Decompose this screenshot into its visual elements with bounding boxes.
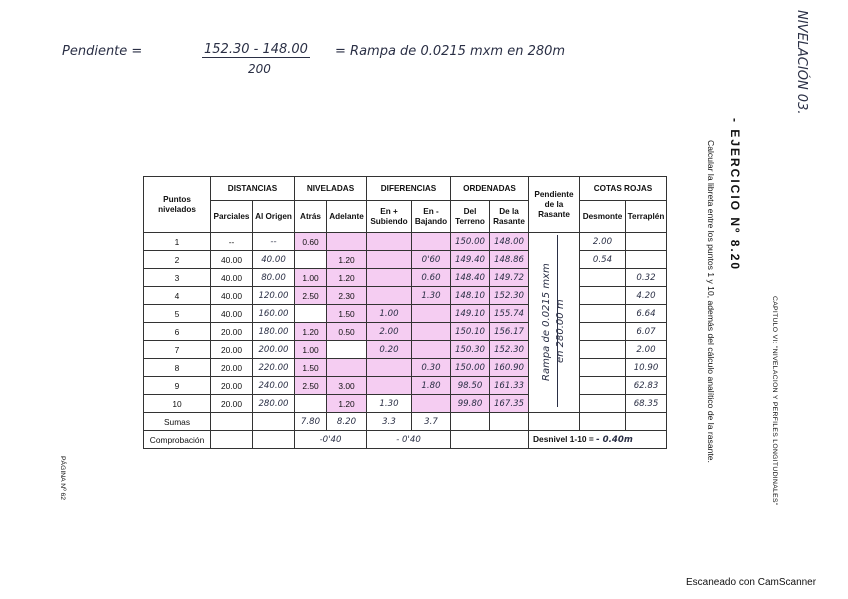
empty-cell [529, 413, 580, 431]
cell-desmonte: 2.00 [580, 233, 626, 251]
cell-punto: 9 [144, 377, 211, 395]
cell-desmonte: 0.54 [580, 251, 626, 269]
cell-rasante: 167.35 [490, 395, 529, 413]
cell-parciales: 20.00 [211, 395, 253, 413]
cell-parciales: -- [211, 233, 253, 251]
cell-terreno: 150.30 [451, 341, 490, 359]
cell-adelante: 2.30 [327, 287, 367, 305]
cell-subiendo [367, 233, 412, 251]
cell-parciales: 40.00 [211, 287, 253, 305]
cell-subiendo: 1.00 [367, 305, 412, 323]
cell-rasante: 149.72 [490, 269, 529, 287]
sumas-bajando: 3.7 [412, 413, 451, 431]
rasante-note-1: Rampa de 0.0215 mxm [541, 263, 552, 381]
cell-origen: 280.00 [253, 395, 295, 413]
cell-terraplen: 0.32 [626, 269, 667, 287]
cell-terreno: 150.10 [451, 323, 490, 341]
cell-origen: 120.00 [253, 287, 295, 305]
empty-cell [253, 431, 295, 449]
cell-atras [295, 251, 327, 269]
header-desmonte: Desmonte [580, 201, 626, 233]
cell-origen: 240.00 [253, 377, 295, 395]
cell-atras: 1.00 [295, 341, 327, 359]
cell-rasante: 155.74 [490, 305, 529, 323]
cell-parciales: 40.00 [211, 269, 253, 287]
cell-parciales: 20.00 [211, 377, 253, 395]
header-en-bajando: En - Bajando [412, 201, 451, 233]
cell-adelante: 1.20 [327, 395, 367, 413]
header-ordenadas: ORDENADAS [451, 177, 529, 201]
exercise-title: - EJERCICIO Nº 8.20 [728, 118, 742, 272]
cell-punto: 3 [144, 269, 211, 287]
cell-subiendo [367, 287, 412, 305]
cell-desmonte [580, 323, 626, 341]
cell-terraplen: 10.90 [626, 359, 667, 377]
sumas-row [144, 413, 667, 431]
cell-adelante: 1.20 [327, 251, 367, 269]
comprobacion-label: Comprobación [144, 431, 211, 449]
cell-bajando: 1.30 [412, 287, 451, 305]
header-atras: Atrás [295, 201, 327, 233]
header-distancias: DISTANCIAS [211, 177, 295, 201]
formula-label: Pendiente = [62, 44, 143, 59]
cell-atras: 2.50 [295, 377, 327, 395]
header-diferencias: DIFERENCIAS [367, 177, 451, 201]
cell-terraplen: 68.35 [626, 395, 667, 413]
formula-result: = Rampa de 0.0215 mxm en 280m [335, 44, 566, 59]
sumas-label: Sumas [144, 413, 211, 431]
cell-atras: 1.00 [295, 269, 327, 287]
cell-terreno: 149.40 [451, 251, 490, 269]
cell-adelante: 3.00 [327, 377, 367, 395]
cell-origen: 160.00 [253, 305, 295, 323]
exercise-instruction: Calcular la libreta entre los puntos 1 y 10, además del cálculo analítico de la rasante. [706, 140, 716, 463]
cell-terraplen: 6.64 [626, 305, 667, 323]
cell-bajando: 0'60 [412, 251, 451, 269]
cell-bajando [412, 395, 451, 413]
header-niveladas: NIVELADAS [295, 177, 367, 201]
header-cotas-rojas: COTAS ROJAS [580, 177, 667, 201]
cell-terreno: 98.50 [451, 377, 490, 395]
cell-atras: 0.60 [295, 233, 327, 251]
cell-terreno: 148.40 [451, 269, 490, 287]
header-del-terreno: Del Terreno [451, 201, 490, 233]
cell-subiendo: 0.20 [367, 341, 412, 359]
cell-terreno: 149.10 [451, 305, 490, 323]
empty-cell [490, 413, 529, 431]
cell-rasante: 148.00 [490, 233, 529, 251]
sumas-adelante: 8.20 [327, 413, 367, 431]
cell-terraplen: 2.00 [626, 341, 667, 359]
cell-desmonte [580, 395, 626, 413]
cell-terraplen: 62.83 [626, 377, 667, 395]
formula-denominator: 200 [248, 62, 271, 76]
table-row [144, 323, 667, 341]
comprobacion-niveladas: -0'40 [295, 431, 367, 449]
cell-rasante: 161.33 [490, 377, 529, 395]
cell-terreno: 150.00 [451, 359, 490, 377]
cell-subiendo: 2.00 [367, 323, 412, 341]
section-heading: NIVELACIÓN 03. [794, 10, 809, 115]
scanner-footer: Escaneado con CamScanner [686, 577, 817, 588]
cell-parciales: 20.00 [211, 341, 253, 359]
cell-desmonte [580, 359, 626, 377]
cell-bajando: 1.80 [412, 377, 451, 395]
header-terraplen: Terraplén [626, 201, 667, 233]
header-puntos: Puntos nivelados [144, 177, 211, 233]
empty-cell [626, 413, 667, 431]
header-pendiente: Pendiente de la Rasante [529, 177, 580, 233]
cell-origen: 200.00 [253, 341, 295, 359]
cell-punto: 5 [144, 305, 211, 323]
cell-punto: 1 [144, 233, 211, 251]
cell-subiendo [367, 251, 412, 269]
empty-cell [211, 413, 253, 431]
table-row [144, 287, 667, 305]
cell-subiendo [367, 359, 412, 377]
cell-origen: -- [253, 233, 295, 251]
cell-rasante: 148.86 [490, 251, 529, 269]
rasante-note-2: en 280.00 m [555, 299, 566, 363]
comprobacion-row [144, 431, 667, 449]
cell-punto: 2 [144, 251, 211, 269]
cell-parciales: 20.00 [211, 359, 253, 377]
empty-cell [451, 431, 529, 449]
cell-bajando [412, 305, 451, 323]
table-row [144, 377, 667, 395]
page-number: PÁGINA Nº 62 [59, 456, 66, 501]
cell-subiendo [367, 269, 412, 287]
cell-punto: 8 [144, 359, 211, 377]
cell-atras [295, 305, 327, 323]
cell-rasante: 152.30 [490, 341, 529, 359]
cell-bajando: 0.60 [412, 269, 451, 287]
header-de-la-rasante: De la Rasante [490, 201, 529, 233]
cell-atras [295, 395, 327, 413]
table-row [144, 341, 667, 359]
header-adelante: Adelante [327, 201, 367, 233]
empty-cell [253, 413, 295, 431]
empty-cell [211, 431, 253, 449]
cell-punto: 4 [144, 287, 211, 305]
formula-numerator: 152.30 - 148.00 [204, 42, 308, 57]
table-row [144, 233, 667, 251]
cell-punto: 7 [144, 341, 211, 359]
cell-origen: 80.00 [253, 269, 295, 287]
cell-bajando [412, 233, 451, 251]
cell-origen: 220.00 [253, 359, 295, 377]
header-en-subiendo: En + Subiendo [367, 201, 412, 233]
cell-desmonte [580, 287, 626, 305]
cell-atras: 1.50 [295, 359, 327, 377]
cell-bajando: 0.30 [412, 359, 451, 377]
cell-bajando [412, 341, 451, 359]
empty-cell [451, 413, 490, 431]
cell-atras: 2.50 [295, 287, 327, 305]
cell-origen: 40.00 [253, 251, 295, 269]
header-al-origen: Al Origen [253, 201, 295, 233]
cell-desmonte [580, 341, 626, 359]
cell-subiendo [367, 377, 412, 395]
table-row [144, 251, 667, 269]
cell-terreno: 148.10 [451, 287, 490, 305]
chapter-heading: CAPITULO VI: "NIVELACION Y PERFILES LONGITUDINALES" [771, 296, 778, 506]
cell-terreno: 150.00 [451, 233, 490, 251]
table-row [144, 395, 667, 413]
table-row [144, 359, 667, 377]
cell-adelante [327, 341, 367, 359]
slope-formula [62, 38, 582, 84]
cell-origen: 180.00 [253, 323, 295, 341]
cell-adelante [327, 359, 367, 377]
cell-rasante: 152.30 [490, 287, 529, 305]
sumas-subiendo: 3.3 [367, 413, 412, 431]
cell-adelante: 1.20 [327, 269, 367, 287]
cell-terraplen: 4.20 [626, 287, 667, 305]
pendiente-rasante-cell [529, 233, 580, 413]
comprobacion-diferencias: - 0'40 [367, 431, 451, 449]
table-row [144, 305, 667, 323]
cell-atras: 1.20 [295, 323, 327, 341]
cell-terraplen [626, 233, 667, 251]
cell-rasante: 160.90 [490, 359, 529, 377]
cell-terraplen [626, 251, 667, 269]
cell-punto: 10 [144, 395, 211, 413]
cell-parciales: 40.00 [211, 251, 253, 269]
cell-adelante: 0.50 [327, 323, 367, 341]
sumas-atras: 7.80 [295, 413, 327, 431]
table-body [144, 233, 667, 449]
cell-bajando [412, 323, 451, 341]
header-parciales: Parciales [211, 201, 253, 233]
cell-adelante [327, 233, 367, 251]
leveling-table [143, 176, 667, 449]
cell-rasante: 156.17 [490, 323, 529, 341]
desnivel-cell: Desnivel 1-10 = - 0.40m [529, 431, 667, 449]
cell-subiendo: 1.30 [367, 395, 412, 413]
cell-parciales: 20.00 [211, 323, 253, 341]
empty-cell [580, 413, 626, 431]
cell-desmonte [580, 377, 626, 395]
cell-desmonte [580, 269, 626, 287]
cell-punto: 6 [144, 323, 211, 341]
cell-terraplen: 6.07 [626, 323, 667, 341]
cell-parciales: 40.00 [211, 305, 253, 323]
cell-adelante: 1.50 [327, 305, 367, 323]
cell-desmonte [580, 305, 626, 323]
cell-terreno: 99.80 [451, 395, 490, 413]
table-row [144, 269, 667, 287]
